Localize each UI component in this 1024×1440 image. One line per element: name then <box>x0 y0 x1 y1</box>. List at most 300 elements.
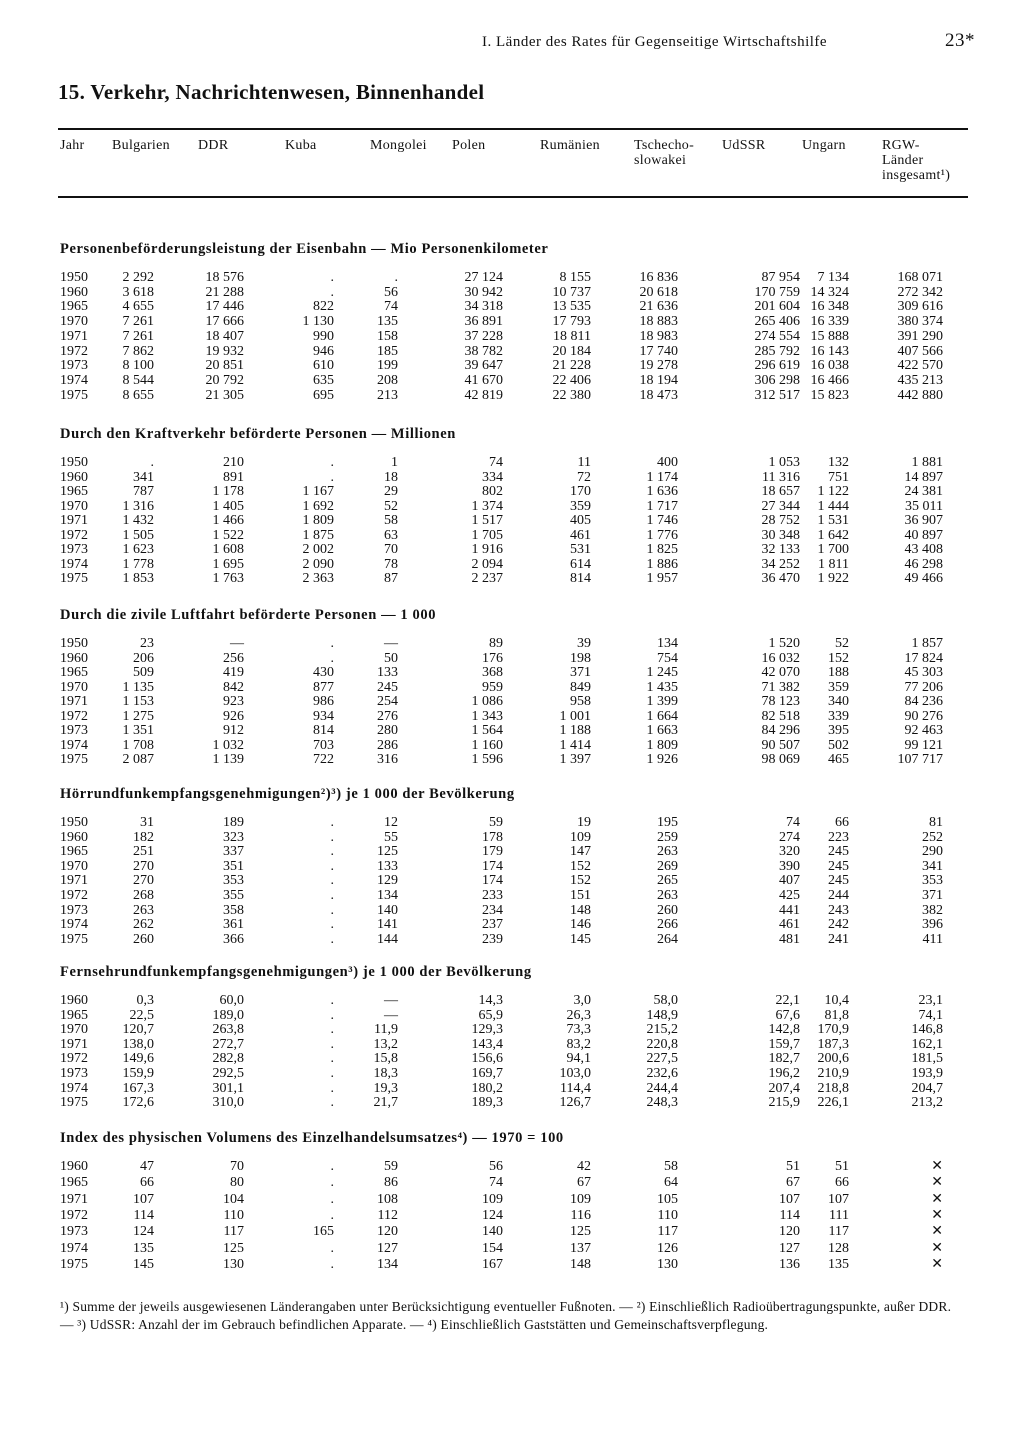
value-cell: 934 <box>313 708 334 724</box>
value-cell: 134 <box>657 636 678 651</box>
value-cell: 22 380 <box>552 387 591 403</box>
table-row <box>0 830 1024 845</box>
value-cell: 18 407 <box>205 328 244 344</box>
value-cell: 337 <box>223 844 244 860</box>
value-cell: 39 647 <box>464 358 503 374</box>
value-cell: 2 292 <box>122 270 154 285</box>
value-cell: 266 <box>657 917 678 933</box>
value-cell: 959 <box>482 679 503 695</box>
value-cell: 169,7 <box>471 1066 503 1081</box>
value-cell: 461 <box>779 917 800 933</box>
year-cell: 1950 <box>60 270 88 285</box>
value-cell: 355 <box>223 888 244 903</box>
value-cell: ✕ <box>931 1175 943 1191</box>
value-cell: 189 <box>223 815 244 830</box>
value-cell: 108 <box>377 1191 398 1207</box>
value-cell: 2 090 <box>302 556 334 572</box>
section-title: Durch die zivile Luftfahrt beförderte Personen — 1 000 <box>60 607 437 623</box>
value-cell: 18 194 <box>639 372 678 388</box>
value-cell: 1 139 <box>212 752 244 767</box>
value-cell: 265 <box>657 873 678 889</box>
value-cell: 15,8 <box>373 1051 398 1067</box>
value-cell: 65,9 <box>478 1007 503 1023</box>
value-cell: 435 213 <box>897 372 943 388</box>
value-cell: 274 554 <box>754 328 800 344</box>
value-cell: 290 <box>922 844 943 860</box>
value-cell: 174 <box>482 858 503 874</box>
value-cell: 152 <box>570 858 591 874</box>
year-cell: 1973 <box>60 358 88 374</box>
value-cell: 7 134 <box>817 270 849 285</box>
value-cell: 200,6 <box>817 1051 849 1067</box>
value-cell: 120 <box>377 1224 398 1240</box>
value-cell: 42 070 <box>761 665 800 680</box>
value-cell: 20 618 <box>639 284 678 300</box>
top-rule <box>58 128 968 130</box>
value-cell: ✕ <box>931 1191 943 1207</box>
value-cell: . <box>330 888 334 903</box>
value-cell: 2 094 <box>471 556 503 572</box>
table-row <box>0 358 1024 373</box>
value-cell: 178 <box>482 829 503 845</box>
value-cell: 180,2 <box>471 1080 503 1096</box>
value-cell: 146,8 <box>911 1022 943 1038</box>
table-row <box>0 299 1024 314</box>
table-row <box>0 917 1024 932</box>
year-cell: 1971 <box>60 328 88 344</box>
value-cell: 1 316 <box>122 498 154 514</box>
value-cell: 22 406 <box>552 372 591 388</box>
value-cell: . <box>330 1066 334 1081</box>
value-cell: 151 <box>570 888 591 903</box>
value-cell: 107 <box>779 1191 800 1207</box>
value-cell: 138,0 <box>122 1036 154 1052</box>
year-cell: 1965 <box>60 1007 88 1023</box>
value-cell: 107 <box>133 1191 154 1207</box>
column-header: Jahr <box>60 138 85 153</box>
value-cell: 1 517 <box>471 513 503 528</box>
value-cell: 285 792 <box>754 343 800 359</box>
value-cell: 176 <box>482 650 503 666</box>
value-cell: . <box>330 1240 334 1256</box>
value-cell: 99 121 <box>904 737 943 753</box>
value-cell: 167,3 <box>122 1080 154 1096</box>
value-cell: 30 942 <box>464 284 503 300</box>
value-cell: 137 <box>570 1240 591 1256</box>
value-cell: 7 862 <box>122 343 154 359</box>
value-cell: 296 619 <box>754 358 800 374</box>
table-row <box>0 542 1024 557</box>
value-cell: 136 <box>779 1256 800 1272</box>
year-cell: 1960 <box>60 650 88 666</box>
year-cell: 1970 <box>60 1022 88 1038</box>
value-cell: 59 <box>489 815 503 830</box>
value-cell: 1 086 <box>471 694 503 709</box>
table-row <box>0 903 1024 918</box>
value-cell: 430 <box>313 665 334 680</box>
value-cell: 208 <box>377 372 398 388</box>
value-cell: ✕ <box>931 1240 943 1256</box>
value-cell: 1 188 <box>559 723 591 738</box>
table-row <box>0 873 1024 888</box>
value-cell: 146 <box>570 917 591 933</box>
value-cell: 19,3 <box>373 1080 398 1096</box>
value-cell: 1 778 <box>122 556 154 572</box>
value-cell: 18 811 <box>553 328 591 344</box>
value-cell: 74 <box>384 299 398 315</box>
value-cell: 172,6 <box>122 1095 154 1111</box>
value-cell: 1 032 <box>212 737 244 753</box>
value-cell: 254 <box>377 694 398 709</box>
value-cell: 22,1 <box>775 993 800 1008</box>
value-cell: 1 608 <box>212 542 244 557</box>
value-cell: 10 737 <box>552 284 591 300</box>
footnote-text: ¹) Summe der jeweils ausgewiesenen Länderangaben unter Berücksichtigung eventueller Fußnoten. — ²) Einschließlich Radioübertragungspunkte, außer DDR. — ³) UdSSR: Anzahl der im Gebrauch befindlichen Apparate. — ⁴) Einschließlich Gaststätten und Gemeinschaftsverpflegung. <box>60 1299 952 1332</box>
value-cell: 17 446 <box>205 299 244 315</box>
column-header: Mongolei <box>370 138 427 153</box>
table-row <box>0 636 1024 651</box>
value-cell: 21,7 <box>373 1095 398 1111</box>
table-row <box>0 844 1024 859</box>
value-cell: 127 <box>779 1240 800 1256</box>
value-cell: 1 695 <box>212 556 244 572</box>
value-cell: 814 <box>570 571 591 586</box>
value-cell: 359 <box>828 679 849 695</box>
table-row <box>0 455 1024 470</box>
value-cell: 125 <box>377 844 398 860</box>
year-cell: 1970 <box>60 498 88 514</box>
value-cell: 104 <box>223 1191 244 1207</box>
year-cell: 1972 <box>60 343 88 359</box>
year-cell: 1965 <box>60 1175 88 1191</box>
column-header: DDR <box>198 138 229 153</box>
year-cell: 1974 <box>60 372 88 388</box>
value-cell: 256 <box>223 650 244 666</box>
value-cell: 1 160 <box>471 737 503 753</box>
value-cell: 82 518 <box>761 708 800 724</box>
value-cell: 371 <box>922 888 943 903</box>
value-cell: — <box>384 636 398 651</box>
value-cell: 990 <box>313 328 334 344</box>
value-cell: 210,9 <box>817 1066 849 1081</box>
value-cell: 1 875 <box>302 527 334 543</box>
value-cell: 227,5 <box>646 1051 678 1067</box>
table-row <box>0 314 1024 329</box>
table-row <box>0 388 1024 403</box>
column-header: Ungarn <box>802 138 846 153</box>
value-cell: 461 <box>570 527 591 543</box>
value-cell: 18,3 <box>373 1066 398 1081</box>
value-cell: 42 <box>577 1159 591 1174</box>
value-cell: 276 <box>377 708 398 724</box>
value-cell: 13 535 <box>552 299 591 315</box>
value-cell: 849 <box>570 679 591 695</box>
value-cell: 162,1 <box>911 1036 943 1052</box>
value-cell: 132 <box>828 455 849 470</box>
value-cell: . <box>330 1175 334 1191</box>
value-cell: 114,4 <box>560 1080 591 1096</box>
value-cell: . <box>330 829 334 845</box>
value-cell: 1 564 <box>471 723 503 738</box>
value-cell: 695 <box>313 387 334 403</box>
value-cell: 635 <box>313 372 334 388</box>
value-cell: 405 <box>570 513 591 528</box>
value-cell: 73,3 <box>566 1022 591 1038</box>
value-cell: 274 <box>779 829 800 845</box>
table-row <box>0 1037 1024 1052</box>
value-cell: 822 <box>313 299 334 315</box>
value-cell: 149,6 <box>122 1051 154 1067</box>
value-cell: 148 <box>570 902 591 918</box>
value-cell: . <box>330 993 334 1008</box>
value-cell: — <box>384 993 398 1008</box>
value-cell: 923 <box>223 694 244 709</box>
value-cell: 1 444 <box>817 498 849 514</box>
value-cell: 83,2 <box>566 1036 591 1052</box>
value-cell: 109 <box>570 1191 591 1207</box>
value-cell: 94,1 <box>566 1051 591 1067</box>
value-cell: 234 <box>482 902 503 918</box>
year-cell: 1960 <box>60 469 88 485</box>
value-cell: 134 <box>377 888 398 903</box>
value-cell: 306 298 <box>754 372 800 388</box>
value-cell: 51 <box>835 1159 849 1174</box>
value-cell: 204,7 <box>911 1080 943 1096</box>
year-cell: 1971 <box>60 1191 88 1207</box>
value-cell: 74 <box>786 815 800 830</box>
value-cell: 207,4 <box>768 1080 800 1096</box>
table-row <box>0 1224 1024 1239</box>
value-cell: 210 <box>223 455 244 470</box>
value-cell: 814 <box>313 723 334 738</box>
year-cell: 1975 <box>60 387 88 403</box>
year-cell: 1975 <box>60 571 88 586</box>
value-cell: 7 261 <box>122 314 154 330</box>
value-cell: 193,9 <box>911 1066 943 1081</box>
value-cell: 223 <box>828 829 849 845</box>
value-cell: 891 <box>223 469 244 485</box>
value-cell: 0,3 <box>136 993 154 1008</box>
value-cell: . <box>330 844 334 860</box>
value-cell: 323 <box>223 829 244 845</box>
value-cell: 199 <box>377 358 398 374</box>
value-cell: 368 <box>482 665 503 680</box>
value-cell: 140 <box>482 1224 503 1240</box>
value-cell: . <box>330 284 334 300</box>
value-cell: 81,8 <box>824 1007 849 1023</box>
value-cell: 1 717 <box>646 498 678 514</box>
value-cell: 1 432 <box>122 513 154 528</box>
value-cell: — <box>230 636 244 651</box>
value-cell: 125 <box>570 1224 591 1240</box>
value-cell: . <box>394 270 398 285</box>
value-cell: 16 836 <box>639 270 678 285</box>
value-cell: 116 <box>570 1207 591 1223</box>
value-cell: 87 <box>384 571 398 586</box>
value-cell: 1 636 <box>646 484 678 499</box>
value-cell: 27 124 <box>464 270 503 285</box>
value-cell: 35 011 <box>905 498 943 514</box>
value-cell: 34 318 <box>464 299 503 315</box>
value-cell: 66 <box>835 1175 849 1191</box>
value-cell: 1 809 <box>646 737 678 753</box>
value-cell: . <box>330 1095 334 1111</box>
value-cell: 84 236 <box>904 694 943 709</box>
value-cell: 187,3 <box>817 1036 849 1052</box>
value-cell: 142,8 <box>768 1022 800 1038</box>
value-cell: . <box>330 917 334 933</box>
value-cell: 18 883 <box>639 314 678 330</box>
value-cell: 124 <box>133 1224 154 1240</box>
value-cell: . <box>330 873 334 889</box>
value-cell: ✕ <box>931 1159 943 1174</box>
year-cell: 1972 <box>60 1051 88 1067</box>
value-cell: 15 888 <box>810 328 849 344</box>
column-header: Rumänien <box>540 138 600 153</box>
value-cell: 126,7 <box>559 1095 591 1111</box>
table-row <box>0 513 1024 528</box>
value-cell: 1 153 <box>122 694 154 709</box>
value-cell: 213,2 <box>911 1095 943 1111</box>
value-cell: 259 <box>657 829 678 845</box>
value-cell: 27 344 <box>761 498 800 514</box>
column-headers <box>0 138 1024 188</box>
table-row <box>0 680 1024 695</box>
value-cell: 1 692 <box>302 498 334 514</box>
value-cell: 168 071 <box>897 270 943 285</box>
table-row <box>0 859 1024 874</box>
value-cell: — <box>384 1007 398 1023</box>
value-cell: 2 237 <box>471 571 503 586</box>
value-cell: 114 <box>779 1207 800 1223</box>
value-cell: 1 763 <box>212 571 244 586</box>
value-cell: 442 880 <box>897 387 943 403</box>
value-cell: 1 374 <box>471 498 503 514</box>
value-cell: 422 570 <box>897 358 943 374</box>
table-row <box>0 815 1024 830</box>
value-cell: 42 819 <box>464 387 503 403</box>
value-cell: 19 278 <box>639 358 678 374</box>
value-cell: 1 397 <box>559 752 591 767</box>
value-cell: 4 655 <box>122 299 154 315</box>
year-cell: 1965 <box>60 299 88 315</box>
table-row <box>0 528 1024 543</box>
value-cell: 17 793 <box>552 314 591 330</box>
value-cell: 98 069 <box>761 752 800 767</box>
value-cell: 395 <box>828 723 849 738</box>
value-cell: 1 708 <box>122 737 154 753</box>
year-cell: 1970 <box>60 858 88 874</box>
value-cell: 167 <box>482 1256 503 1272</box>
year-cell: 1972 <box>60 888 88 903</box>
value-cell: 55 <box>384 829 398 845</box>
value-cell: 92 463 <box>904 723 943 738</box>
value-cell: 1 922 <box>817 571 849 586</box>
value-cell: 135 <box>377 314 398 330</box>
value-cell: 1 916 <box>471 542 503 557</box>
table-row <box>0 1159 1024 1174</box>
value-cell: 220,8 <box>646 1036 678 1052</box>
value-cell: 152 <box>828 650 849 666</box>
table-row <box>0 571 1024 586</box>
value-cell: 351 <box>223 858 244 874</box>
value-cell: . <box>330 1256 334 1272</box>
value-cell: 21 288 <box>205 284 244 300</box>
value-cell: 946 <box>313 343 334 359</box>
value-cell: 28 752 <box>761 513 800 528</box>
value-cell: . <box>150 455 154 470</box>
table-row <box>0 752 1024 767</box>
value-cell: 36 907 <box>904 513 943 528</box>
value-cell: 265 406 <box>754 314 800 330</box>
table-row <box>0 1095 1024 1110</box>
value-cell: 49 466 <box>904 571 943 586</box>
value-cell: 16 348 <box>810 299 849 315</box>
value-cell: ✕ <box>931 1224 943 1240</box>
value-cell: 1 130 <box>302 314 334 330</box>
value-cell: . <box>330 1007 334 1023</box>
value-cell: 107 <box>828 1191 849 1207</box>
value-cell: 1 857 <box>911 636 943 651</box>
value-cell: 242 <box>828 917 849 933</box>
table-row <box>0 888 1024 903</box>
running-title: I. Länder des Rates für Gegenseitige Wirtschaftshilfe <box>482 34 828 50</box>
value-cell: 70 <box>230 1159 244 1174</box>
value-cell: 159,7 <box>768 1036 800 1052</box>
value-cell: 117 <box>657 1224 678 1240</box>
value-cell: 282,8 <box>212 1051 244 1067</box>
value-cell: 1 405 <box>212 498 244 514</box>
value-cell: 301,1 <box>212 1080 244 1096</box>
value-cell: 1 776 <box>646 527 678 543</box>
value-cell: 1 825 <box>646 542 678 557</box>
value-cell: 24 381 <box>904 484 943 499</box>
value-cell: 1 623 <box>122 542 154 557</box>
value-cell: 1 926 <box>646 752 678 767</box>
value-cell: 120 <box>779 1224 800 1240</box>
value-cell: 140 <box>377 902 398 918</box>
value-cell: 16 032 <box>761 650 800 666</box>
table-row <box>0 665 1024 680</box>
value-cell: 134 <box>377 1256 398 1272</box>
year-cell: 1974 <box>60 917 88 933</box>
value-cell: 195 <box>657 815 678 830</box>
year-cell: 1973 <box>60 1224 88 1240</box>
value-cell: 251 <box>133 844 154 860</box>
value-cell: . <box>330 636 334 651</box>
value-cell: 239 <box>482 931 503 947</box>
value-cell: 110 <box>657 1207 678 1223</box>
year-cell: 1972 <box>60 527 88 543</box>
value-cell: 117 <box>223 1224 244 1240</box>
value-cell: 23 <box>140 636 154 651</box>
value-cell: 16 038 <box>810 358 849 374</box>
year-cell: 1975 <box>60 752 88 767</box>
value-cell: 170 <box>570 484 591 499</box>
value-cell: 280 <box>377 723 398 738</box>
footnotes <box>60 1298 965 1334</box>
value-cell: 1 596 <box>471 752 503 767</box>
value-cell: 133 <box>377 858 398 874</box>
value-cell: 481 <box>779 931 800 947</box>
value-cell: 1 399 <box>646 694 678 709</box>
value-cell: 52 <box>835 636 849 651</box>
value-cell: 877 <box>313 679 334 695</box>
year-cell: 1960 <box>60 1159 88 1174</box>
value-cell: 270 <box>133 873 154 889</box>
value-cell: 531 <box>570 542 591 557</box>
year-cell: 1975 <box>60 1095 88 1111</box>
